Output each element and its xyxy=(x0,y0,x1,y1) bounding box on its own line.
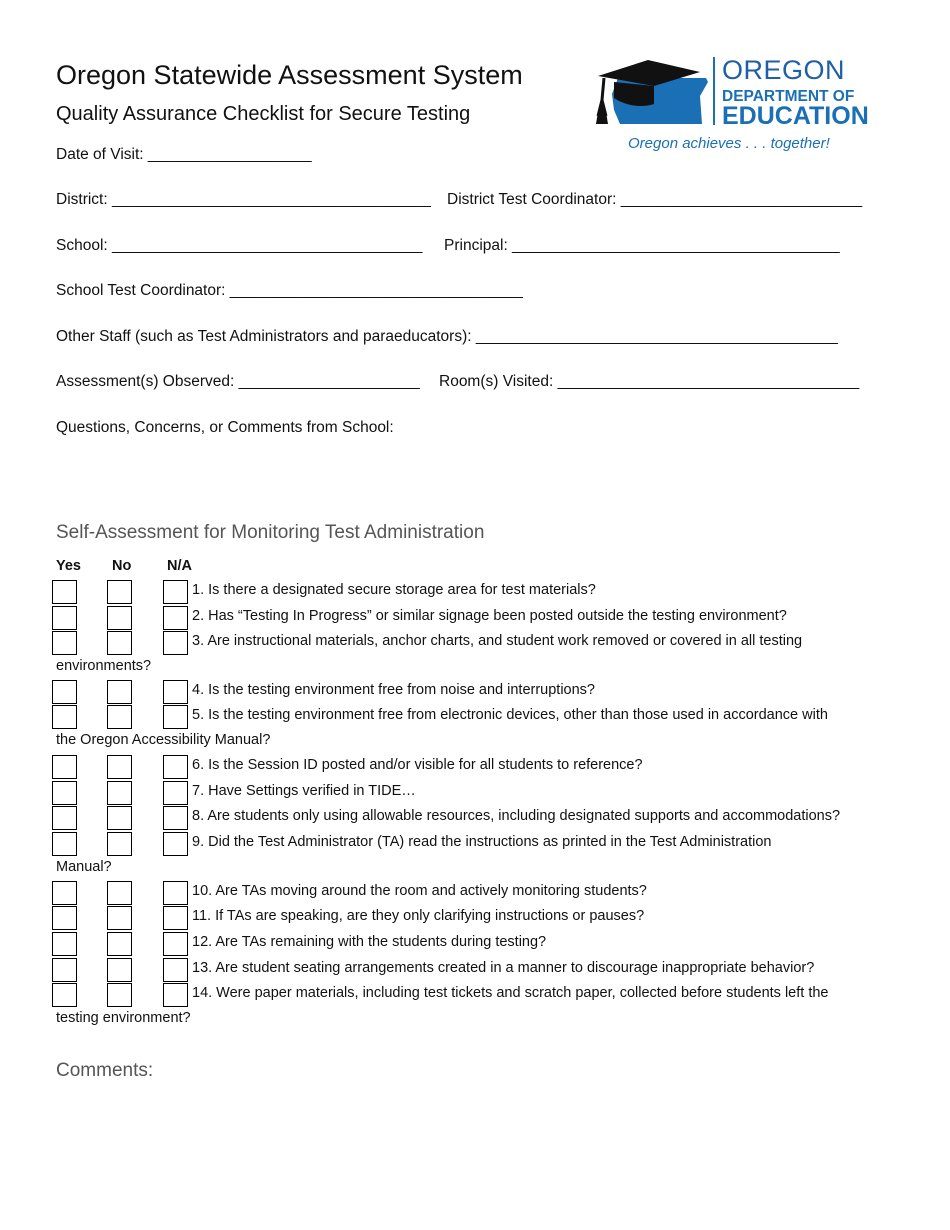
question-text-14-continued: testing environment? xyxy=(56,1010,191,1026)
page-subtitle: Quality Assurance Checklist for Secure Testing xyxy=(56,103,471,125)
logo-oregon-text: OREGON xyxy=(722,55,846,85)
checkbox-yes-q11[interactable] xyxy=(52,906,77,930)
checkbox-no-q13[interactable] xyxy=(107,958,132,982)
other-staff-field[interactable]: Other Staff (such as Test Administrators and paraeducators): __________________________________________ xyxy=(56,328,838,345)
checkbox-yes-q7[interactable] xyxy=(52,781,77,805)
checkbox-no-q8[interactable] xyxy=(107,806,132,830)
checkbox-yes-q6[interactable] xyxy=(52,755,77,779)
checkbox-no-q7[interactable] xyxy=(107,781,132,805)
question-text-13: 13. Are student seating arrangements created in a manner to discourage inappropriate behavior? xyxy=(192,960,815,976)
district-field[interactable]: District: _____________________________________ xyxy=(56,191,431,208)
checkbox-na-q6[interactable] xyxy=(163,755,188,779)
logo-tagline: Oregon achieves . . . together! xyxy=(628,135,830,152)
rooms-visited-field[interactable]: Room(s) Visited: ___________________________________ xyxy=(439,373,860,390)
principal-field[interactable]: Principal: ______________________________________ xyxy=(444,237,840,254)
checkbox-yes-q13[interactable] xyxy=(52,958,77,982)
checkbox-na-q4[interactable] xyxy=(163,680,188,704)
question-text-10: 10. Are TAs moving around the room and actively monitoring students? xyxy=(192,883,647,899)
checkbox-yes-q1[interactable] xyxy=(52,580,77,604)
checkbox-yes-q5[interactable] xyxy=(52,705,77,729)
checkbox-na-q11[interactable] xyxy=(163,906,188,930)
checkbox-na-q2[interactable] xyxy=(163,606,188,630)
logo-divider xyxy=(713,57,715,125)
checkbox-yes-q14[interactable] xyxy=(52,983,77,1007)
checkbox-yes-q12[interactable] xyxy=(52,932,77,956)
assessments-observed-field[interactable]: Assessment(s) Observed: _____________________ xyxy=(56,373,420,390)
checkbox-no-q1[interactable] xyxy=(107,580,132,604)
checkbox-no-q12[interactable] xyxy=(107,932,132,956)
district-coordinator-field[interactable]: District Test Coordinator: ____________________________ xyxy=(447,191,863,208)
question-text-14: 14. Were paper materials, including test tickets and scratch paper, collected before students left the xyxy=(192,985,829,1001)
question-text-3: 3. Are instructional materials, anchor charts, and student work removed or covered in all testing xyxy=(192,633,803,649)
checkbox-yes-q4[interactable] xyxy=(52,680,77,704)
comments-label: Comments: xyxy=(56,1060,154,1081)
school-coordinator-field[interactable]: School Test Coordinator: __________________________________ xyxy=(56,282,523,299)
checkbox-na-q3[interactable] xyxy=(163,631,188,655)
checkbox-yes-q3[interactable] xyxy=(52,631,77,655)
page-title: Oregon Statewide Assessment System xyxy=(56,60,523,90)
question-text-9-continued: Manual? xyxy=(56,859,112,875)
column-header-na: N/A xyxy=(167,558,192,574)
school-field[interactable]: School: ____________________________________ xyxy=(56,237,423,254)
question-text-2: 2. Has “Testing In Progress” or similar signage been posted outside the testing environment? xyxy=(192,608,787,624)
column-header-no: No xyxy=(112,558,132,574)
checkbox-no-q5[interactable] xyxy=(107,705,132,729)
checkbox-no-q3[interactable] xyxy=(107,631,132,655)
section-title: Self-Assessment for Monitoring Test Administration xyxy=(56,522,485,543)
column-header-yes: Yes xyxy=(56,558,81,574)
question-text-5-continued: the Oregon Accessibility Manual? xyxy=(56,732,271,748)
checkbox-na-q8[interactable] xyxy=(163,806,188,830)
question-text-5: 5. Is the testing environment free from electronic devices, other than those used in accordance with xyxy=(192,707,828,723)
checkbox-no-q4[interactable] xyxy=(107,680,132,704)
checkbox-yes-q10[interactable] xyxy=(52,881,77,905)
checkbox-yes-q2[interactable] xyxy=(52,606,77,630)
question-text-9: 9. Did the Test Administrator (TA) read the instructions as printed in the Test Administration xyxy=(192,834,772,850)
checkbox-na-q7[interactable] xyxy=(163,781,188,805)
logo-education-text: EDUCATION xyxy=(722,102,869,130)
question-text-12: 12. Are TAs remaining with the students during testing? xyxy=(192,934,547,950)
checkbox-na-q9[interactable] xyxy=(163,832,188,856)
checkbox-na-q10[interactable] xyxy=(163,881,188,905)
logo-department-text: DEPARTMENT OF xyxy=(722,88,855,105)
checkbox-no-q6[interactable] xyxy=(107,755,132,779)
checkbox-no-q2[interactable] xyxy=(107,606,132,630)
checkbox-na-q13[interactable] xyxy=(163,958,188,982)
question-text-1: 1. Is there a designated secure storage area for test materials? xyxy=(192,582,596,598)
checkbox-na-q1[interactable] xyxy=(163,580,188,604)
question-text-4: 4. Is the testing environment free from noise and interruptions? xyxy=(192,682,595,698)
checkbox-no-q10[interactable] xyxy=(107,881,132,905)
question-text-11: 11. If TAs are speaking, are they only clarifying instructions or pauses? xyxy=(192,908,645,924)
question-text-7: 7. Have Settings verified in TIDE… xyxy=(192,783,416,799)
checkbox-no-q9[interactable] xyxy=(107,832,132,856)
checkbox-na-q5[interactable] xyxy=(163,705,188,729)
checkbox-yes-q8[interactable] xyxy=(52,806,77,830)
checkbox-na-q12[interactable] xyxy=(163,932,188,956)
questions-comments-label: Questions, Concerns, or Comments from School: xyxy=(56,419,394,436)
checkbox-na-q14[interactable] xyxy=(163,983,188,1007)
question-text-3-continued: environments? xyxy=(56,658,152,674)
checkbox-no-q11[interactable] xyxy=(107,906,132,930)
checkbox-yes-q9[interactable] xyxy=(52,832,77,856)
date-of-visit-field[interactable]: Date of Visit: ___________________ xyxy=(56,146,312,163)
question-text-8: 8. Are students only using allowable resources, including designated supports and accommodations? xyxy=(192,808,841,824)
checkbox-no-q14[interactable] xyxy=(107,983,132,1007)
question-text-6: 6. Is the Session ID posted and/or visible for all students to reference? xyxy=(192,757,643,773)
